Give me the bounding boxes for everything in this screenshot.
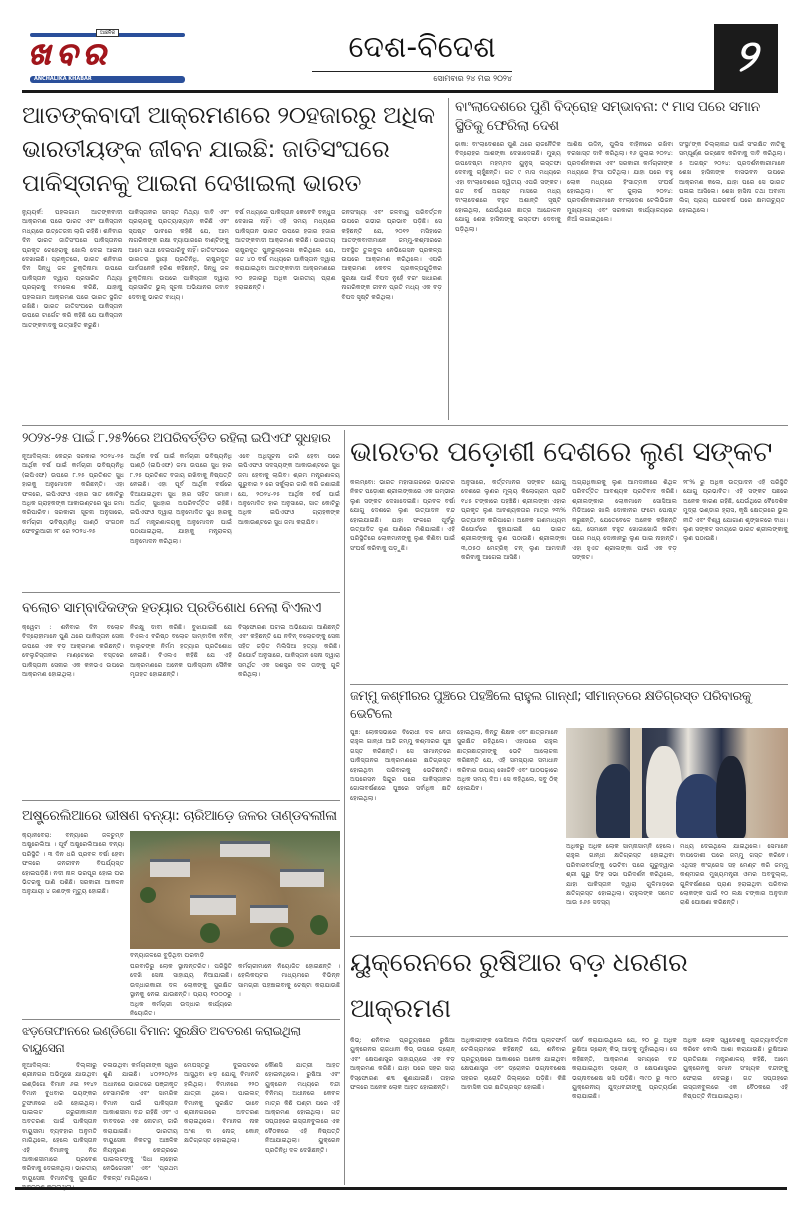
photo-house	[150, 859, 190, 877]
page-number: ୨	[714, 24, 778, 92]
photo-caption: ବନ୍ୟାଜଳରେ ବୁଡ଼ିଥିବା ଘରବାଡ଼ି	[130, 952, 205, 959]
headline[interactable]: ୨୦୨୪-୨୫ ପାଇଁ ୮.୨୫%ରେ ଅପରିବର୍ତ୍ତିତ ରହିଲା ଇପିଏଫ ସୁଧହାର	[22, 431, 331, 446]
article-column: ଅନୁସାରେ, କର୍ତ୍ତମାନର ସଙ୍କଟ ଯୋଗୁ ଦେଶରେ ଲୁଣର ମୂଲ୍ୟ କିଲୋଗ୍ରାମ ପ୍ରତି ୧୪୫ ଟଙ୍କାରେ ପହଞ୍ଚିଛି। ଶ୍ରୀଲଙ୍କା ଏହାର ପ୍ରକୃତ ଲୁଣ ଆବଶ୍ୟକତାର ମାତ୍ର ୨୩% ଉତ୍ପାଦନ କରିପାରେ। ଅନେକ ଗଣମାଧ୍ୟମ ରିପୋର୍ଟରେ କୁହାଯାଇଛି ଯେ ଭାରତ ଶ୍ରୀଲଙ୍କାକୁ ଲୁଣ ପଠାଉଛି। ଶ୍ରୀଲଙ୍କା ୩,୦୫୦ ମେଟ୍ରିକ୍ ଟନ୍ ଲୁଣ ଆମଦାନି କରିବାକୁ ଆଗେଇ ଆସିଛି।	[461, 479, 566, 562]
article-column: କିଭ୍: ଶନିବାର ପ୍ରତ୍ୟୁଷରେ ରୁଷିଆ ୟୁକ୍ରେନର ରାଜଧାନୀ କିଭ୍ ଉପରେ ଡ୍ରୋନ୍ ଏବଂ କ୍ଷେପଣାସ୍ତ୍ର ସାହାଯ୍ୟରେ ଏକ ବଡ଼ ଆକ୍ରମଣ କରିଛି। ଯାହା ପରେ ସହର ସାରା ବିସ୍ଫୋରଣ ଶବ୍ଦ ଶୁଣାଯାଇଛି। ତାହାର ଫଳରେ ଅନେକ ଲୋକ ଆହତ ହୋଇଛନ୍ତି।	[350, 1037, 455, 1092]
article-column: ଅଧିକାରୀଙ୍କ ସୋସିଆଲ ମିଡିଆ ପ୍ଲାଟଫର୍ମ ଟେଲିଗ୍ରାମରେ କହିଛନ୍ତି ଯେ, ଶନିବାର ପ୍ରତ୍ୟୁଷରେ ଆକାଶରେ ଅନେକ ଯାଇଥିବା କ୍ଷେପଣାସ୍ତ୍ର ଏବଂ ଡ୍ରୋନର ଭଗ୍ନାବଶେଷ ସହରର ଚାରୋଟି ଜିଲ୍ଲାରେ ପଡ଼ିଛି। କିଛି ଆବାସିକ ଘର କ୍ଷତିଗ୍ରସ୍ତ ହୋଇଛି।	[461, 1037, 566, 1092]
article-column: ଚଳାଉଥିବା କର୍ମଚାରୀଙ୍କ ସ୍ୱର ଶୁଣି ଯାଇଛି। ୪୦୨୨୦/୨୫ ଅଧାନରେ ଭାରତରେ ପଞ୍ଜୀକୃତ ବେସାମରିକ ଏବଂ ସାମରିକ ବିମାନ ପାଇଁ ପାକିସ୍ତାନ ଆକାଶସୀମା ବନ୍ଦ ରହିଛି ଏବଂ ଏ ବାବଦରେ ଏକ ନୋଟାମ୍ ଜାରି କରାଯାଇଛି। ଭାରତୀୟ ବାୟୁସେନା ନିକଟସ୍ଥ ଆଞ୍ଚଳିକ ନିୟନ୍ତ୍ରଣ କେନ୍ଦ୍ରରେ ପାଇଲଟଙ୍କୁ 'ସିଧା ଲାହୋର ନେଭିଗେସନ' ଏବଂ 'ପ୍ରଥମ ବିକଳ୍ପ' ମାଗିଥିଲେ।	[103, 1062, 178, 1182]
logo-subtitle: ANCHALIKA KHABAR	[34, 76, 92, 82]
article-column: ଢାକା: ବାଂଲାଦେଶରେ ପୁଣି ଥରେ ରାଜନୈତିକ ବିଦ୍ରୋହର ଆଶଙ୍କା ଦେଖାଦେଇଛି। ମୁଖ୍ୟ ଉପଦେଷ୍ଟା ମହମ୍ମଦ ୟୁନୁସ୍ ଇସ୍ତଫା ଦେବାକୁ ଚାହୁଁଛନ୍ତି। ଗତ ୯ ମାସ ମଧ୍ୟରେ ଏହା ବାଂଲାଦେଶରେ ଦ୍ୱିତୀୟ ଏପରି ସଙ୍କଟ। ଗତ ବର୍ଷ ଅଗଷ୍ଟ ମାସରେ ମଧ୍ୟ ବାଂଲାଦେଶରେ ବହୁତ ଅଶାନ୍ତି ସୃଷ୍ଟି ହୋଇଥିଲା, ଯେଉଁଥିରେ ଛାତ୍ର ଆନ୍ଦୋଳନ ଯୋଗୁ ଶେଖ ହାସିନାଙ୍କୁ ଇସ୍ତଫା ଦେବାକୁ ପଡ଼ିଥିଲା।	[455, 141, 561, 233]
article-column: ନିରକ୍ଷୁ ଦାବୀ କରିଛି। ବୁଝାଯାଇଛି ଯେ ବିଏଲଏ ବରିଷ୍ଠ ବଲୋଚ ସାମ୍ବାଦିକ ନବିନ୍ ବାଲୁଚଙ୍କ ନିର୍ମମ ହତ୍ୟାର ପ୍ରତିଶୋଧ ନେଇଛି। ବିଏଲଏ କହିଛି ଯେ ଏହି ଆକ୍ରମଣରେ ଅନେକ ପାକିସ୍ତାନୀ ସୈନିକ ମୃତାହତ ହୋଇଛନ୍ତି।	[130, 624, 232, 679]
australia-column-left	[22, 831, 124, 1011]
article-baloch	[22, 597, 340, 795]
article-column: କ୍ୱେଟା : ଶନିବାର ଦିନ ବଲୋଚ ବିଦ୍ରୋହୀମାନେ ପୁଣି ଥରେ ପାକିସ୍ତାନ ସେନା ଉପରେ ଏକ ବଡ଼ ଆକ୍ରମଣ କରିଛନ୍ତି। ବେଲୁଚିସ୍ତାନର ମାଣ୍ଟୋରେ ବସ୍ତରେ ପାକିସ୍ତାନୀ ସେନାର ଏକ କନଭଏ ଉପରେ ଆକ୍ରମଣ ହୋଇଥିଲା।	[22, 624, 124, 679]
rahul-columns-left	[350, 728, 558, 926]
column-divider	[448, 98, 449, 420]
photo-tree	[310, 915, 328, 935]
article-column: ସଂସ୍ଥା'ଙ୍କ ଚିଲ୍ଲାନାନ୍ଦ ପାଇଁ ସଂରକ୍ଷିତ ନୀତିକୁ ସମ୍ପୂର୍ଣ୍ଣ ଉଚ୍ଛେଦ କରିବାକୁ ଦାବି କରିଥିଲା। ୫ ଅଗଷ୍ଟ ୨୦୨୪: ପ୍ରଦର୍ଶନକାରୀମାନେ ଶେଖ ହାସିନାଙ୍କ ବାସଭବନ ଉପରେ ଆକ୍ରମଣ କଲେ, ଯାହା ପରେ ସେ ଭାରତ ପଳାଇ ଆସିଲେ। ଶେଖ ହାସିନା ତଥା ଅବାମୀ ଲିଗ୍ ପ୍ରାୟ ପନ୍ଦରବର୍ଷ ପରେ କ୍ଷମତାଚ୍ୟୁତ ହୋଇଥିଲେ।	[679, 141, 785, 214]
headline[interactable]: ଜମ୍ମୁ କଶ୍ମୀରର ପୁଞ୍ଚରେ ପହଞ୍ଚିଲେ ରାହୁଲ ଗାନ୍ଧୀ; ସୀମାନ୍ତରେ କ୍ଷତିଗ୍ରସ୍ତ ପରିବାରକୁ ଭେଟିଲେ	[350, 689, 751, 722]
article-column: କୌଣସି ଯାତ୍ରୀ ଆହତ ହୋଇନଥିଲେ। ରୁଷିଆ ଏବଂ ୟୁକ୍ରେନ ମଧ୍ୟରେ ବନ୍ଦୀ ବିନିମୟ ଅଧୀନରେ କେବଳ ମାତ୍ର କିଛି ଘଣ୍ଟା ପରେ ଏହି ଆକ୍ରମଣ ହୋଇଥିଲା। ଗତ ସପ୍ତାହରେ ଇସ୍ତାନବୁଲରେ ଏକ ବୈଠକରେ ଏହି ନିଷ୍ପତ୍ତି ନିଆଯାଇଥିଲା। ୟୁକ୍ରେନ ପ୍ରତିନିଧି ଦଳ ଦେଖିଛନ୍ତି।	[265, 1062, 340, 1154]
section-divider	[22, 800, 340, 801]
article-column: ହୋଇଥିଲା, କିନ୍ତୁ ଶିକ୍ଷକ ଏବଂ ଛାତ୍ରମାନେ ସୁରକ୍ଷିତ ରହିଥିଲେ। ଏହାପରେ ରାହୁଲ ଛାତ୍ରଛାତ୍ରୀଙ୍କୁ ଭେଟି ଆଲୋଚନା କରିଛନ୍ତି ଯେ, ଏହି ସମସ୍ୟାର ସମାଧାନ କରିବାର ଉପାୟ ଖୋଜିବି ଏବଂ ପାଠପଢ଼ାରେ ଅଧିକ ସମୟ ଦିଅ। ସେ କହିଥିଲେ, ସବୁ ଠିକ୍ ହୋଇଯିବ।	[457, 729, 558, 793]
photo-house	[250, 905, 288, 923]
article-column: ଅଧିକରୁ ଅଧିକ ଲୋକ ସାମ୍ନାସାମ୍ନି ହେଲେ। ରାହୁଲ ଗାନ୍ଧୀ କ୍ଷତିଗ୍ରସ୍ତ ହୋଇଥିବା ପରିବାରବର୍ଗଙ୍କୁ ଭେଟିବା ପରେ ଗୁରୁଦ୍ୱାର ଶ୍ରୀ ଗୁରୁ ସିଂହ ସଭା ପରିଦର୍ଶନ କରିଥିଲେ, ଯାହା ପାକିସ୍ତାନ ଦ୍ୱାରା ଗୁଳିମାଡ଼ରେ କ୍ଷତିଗ୍ରସ୍ତ ହୋଇଥିଲା। ରାହୁଲଙ୍କ ସମେତ ଆଉ ୫୬୫ ସଦସ୍ୟ	[566, 843, 674, 907]
masthead	[22, 28, 778, 88]
section-divider	[22, 592, 340, 593]
section-divider	[22, 425, 788, 426]
article-column: ବର୍ଷ ମଧ୍ୟରେ ପାକିସ୍ତାନ କେବେବି ବନ୍ଧୁତା ଦେଖାଇ ନାହିଁ। ଏହି ସମୟ ମଧ୍ୟରେ ପାକିସ୍ତାନ ଭାରତ ଉପରେ ହଜାର ହଜାର ଆତଙ୍କବାଦୀ ଆକ୍ରମଣ କରିଛି। ଭାରତୀୟ ରାଷ୍ଟ୍ରଦୂତ ପୁନରୁଲ୍ଲେଖ କରିଥିଲେ ଯେ, ଗତ ୪୦ ବର୍ଷ ମଧ୍ୟରେ ପାକିସ୍ତାନ ଦ୍ୱାରା କରାଯାଇଥିବା ଆତଙ୍କବାଦୀ ଆକ୍ରମଣରେ ୨୦ ହଜାରରୁ ଅଧିକ ଭାରତୀୟ ପ୍ରାଣ ହରାଇଛନ୍ତି।	[235, 209, 336, 292]
article-column: ନ୍ୟୁୟର୍କ: ପହଲଗାମ ଆତଙ୍କବାଦୀ ଆକ୍ରମଣ ପରେ ଭାରତ ଏବଂ ପାକିସ୍ତାନ ମଧ୍ୟରେ ଉତ୍ତେଜନା ଲାଗି ରହିଛି। ଶନିବାର ଦିନ ଭାରତ ଜାତିସଂଘରେ ପାକିସ୍ତାନର ପ୍ରକୃତ ଚେହେରାକୁ ଖୋଲି ଦେଇ ଆଇନା ଦେଖାଇଛି। ପ୍ରକୃତରେ, ଭାରତ ଶନିବାର ଦିନ ସିନ୍ଧୁ ଜଳ ଚୁକ୍ତିନାମା ଉପରେ ପାକିସ୍ତାନ ଦ୍ୱାରା ପ୍ରସାରିତ ମିଥ୍ୟା ପ୍ରଚାରକୁ ବମଲେଶ କରିଛି, ଯାହାକୁ ପହଲଗାମ ଆକ୍ରମଣ ପରେ ଭାରତ ସ୍ଥଗିତ ରଖିଛି। ଭାରତ ଜାତିସଂଘରେ ପାକିସ୍ତାନ ଉପରେ ଟାର୍ଗେଟ କରି କହିଛି ଯେ ପାକିସ୍ତାନ ଆତଙ୍କବାଦକୁ ଉତ୍ସାହିତ କରୁଛି।	[22, 209, 123, 329]
australia-columns-bottom	[130, 962, 340, 1018]
headline[interactable]: ବଲୋଚ ସାମ୍ବାଦିକଙ୍କ ହତ୍ୟାର ପ୍ରତିଶୋଧ ନେଲା ବିଏଲଏ	[22, 600, 321, 616]
headline[interactable]: ଝଡ଼ତୋଫାନରେ ଇଣ୍ଡିଗୋ ବିମାନ: ସୁରକ୍ଷିତ ଅବତରଣ କରାଇଥିଲା ବାୟୁସେନା	[22, 1024, 301, 1055]
photo-tree	[270, 927, 294, 947]
headline[interactable]: ଅଷ୍ଟ୍ରେଲିଆରେ ଭୀଷଣ ବନ୍ୟା: ଚାରିଆଡ଼େ ଜଳର ତାଣ୍ଡବଲୀଳା	[22, 808, 337, 824]
logo-wordmark: ଖବର	[28, 37, 112, 72]
article-column: ସର୍ବେ କରାଯାଉଥିଲେ ଯେ, ୨୦ ରୁ ଅଧିକ ରୁଷିଆ ଡ୍ରୋନ୍ କିଭ୍ ଆଡ଼କୁ ମୁହାଁଇଥିଲା। ସେ କହିଛନ୍ତି, ଆକ୍ରମଣ ସମୟରେ ବନ୍ଦ କରାଯାଇଥିବା ଡ୍ରୋନ୍ ଓ କ୍ଷେପଣାସ୍ତ୍ରର ଭଗ୍ନାବଶେଷ ଖସି ପଡ଼ିଛି। ୩୯୦ ରୁ ୩୯୦ ୟୁକ୍ରେନୀୟ ଯୁଦ୍ଧବନ୍ଦୀଙ୍କୁ ପ୍ରତ୍ୟର୍ପଣ କରାଯାଇଛି।	[572, 1037, 677, 1101]
article-epf	[22, 430, 340, 588]
headline[interactable]: ୟୁକ୍ରେନରେ ରୁଷିଆର ବଡ଼ ଧରଣର ଆକ୍ରମଣ	[350, 948, 688, 1024]
rahul-gandhi-photo[interactable]	[566, 728, 788, 838]
article-column: ଅଧିକ ଲୋକ ସ୍ୱଦେଶକୁ ପ୍ରତ୍ୟାବର୍ତ୍ତନ କରିବେ ବୋଲି ଆଶା କରାଯାଉଛି। ରୁଷିଆର ପ୍ରତିରକ୍ଷା ମନ୍ତ୍ରଣାଳୟ କହିଛି, ଆମେ ୟୁକ୍ରେନକୁ ସମାନ ସଂଖ୍ୟକ ବନ୍ଦୀଙ୍କୁ ଫେରାଇ ଦେଇଛୁ। ଗତ ସପ୍ତାହରେ ଇସ୍ତାନବୁଲରେ ଏକ ବୈଠକରେ ଏହି ନିଷ୍ପତ୍ତି ନିଆଯାଇଥିଲା।	[683, 1037, 788, 1101]
newspaper-logo[interactable]	[22, 28, 192, 86]
article-column: ପାକିସ୍ତାନର ସମସ୍ତ ମିଥ୍ୟା ଦାବି ଏବଂ ପ୍ରଚାରକୁ ପ୍ରତ୍ୟାଖ୍ୟାନ କରିଛି ଏବଂ ସ୍ପଷ୍ଟ ଭାବରେ କହିଛି ଯେ, ଆମ ନାଗରିକଙ୍କ ରକ୍ଷା ବ୍ୟାପାରରେ ବାଣ୍ଟିଙ୍କୁ ଆମେ ସାଥୀ ଦେଇପାରିବୁ ନାହିଁ। ଜାତିସଂଘରେ ଭାରତର ସ୍ଥାୟୀ ପ୍ରତିନିଧି, ରାଷ୍ଟ୍ରଦୂତ ପାର୍ବତାନେନି ହରିଶ କହିଛନ୍ତି, ସିନ୍ଧୁ ଜଳ ଚୁକ୍ତିନାମା ଉପରେ ପାକିସ୍ତାନ ଦ୍ୱାରା ପ୍ରସାରିତ ଭୁଲ୍ ସୂଚନା ଅଭିଯାନର ଜବାବ ଦେବାକୁ ଭାରତ ବାଧ୍ୟ।	[128, 209, 229, 301]
article-bangladesh	[455, 98, 785, 420]
headline[interactable]: ଭାରତର ପଡ଼ୋଶୀ ଦେଶରେ ଲୁଣ ସଙ୍କଟ	[350, 435, 772, 468]
article-australia-flood	[22, 805, 340, 1018]
article-column: ୨୮% ରୁ ଅଧିକ ଉତ୍ପାଦନ ଏହି ପରିସ୍ଥିତି ଯୋଗୁ ପ୍ରଭାବିତ। ଏହି ସଙ୍କଟ ପଛରେ ଅନେକ କାରଣ ରହିଛି, ଯେଉଁଥିରେ ବୈଦେଶିକ ମୁଦ୍ରା ଭଣ୍ଡାର ହ୍ରାସ, କୃଷି କ୍ଷେତ୍ରରେ ଭୁଲ ନୀତି ଏବଂ ବିଶ୍ୱ ଯୋଗାଣ ଶୃଙ୍ଖଳରେ ବାଧା। ଲୁଣ ସଙ୍କଟ ସମୟରେ ଭାରତ ଶ୍ରୀଲଙ୍କାକୁ ଲୁଣ ପଠାଉଛି।	[683, 479, 788, 543]
photo-house	[190, 895, 236, 915]
article-column: ଆଶିଷ ଉଦ୍ଦିନ୍, ପୁଲିସ ବାହିନୀରେ ରଖିବା ବରଖାସ୍ତ ଦାବି କରିଥିଲା। ୧୬ ଜୁଲାଇ ୨୦୨୪: ପ୍ରଦର୍ଶନକାରୀ ଏବଂ ସରକାରୀ କର୍ମଚାରୀଙ୍କ ମଧ୍ୟରେ ହିଂସା ଘଟିଥିଲା। ଯାହା ପରେ ବହୁ ଲୋକ ମଧ୍ୟରେ ହିଂସାତ୍ମକ ସଂଘର୍ଷ ହୋଇଥିଲା। ୧୮ ଜୁଲାଇ ୨୦୨୪: ପ୍ରଦର୍ଶନକାରୀମାନେ ବାଂଲାଦେଶ ଟେଲିଭିଜନ ମୁଖ୍ୟାଳୟ ଏବଂ ସରକାରୀ କାର୍ଯ୍ୟାଳୟରେ ନିଆଁ ଲଗାଇଥିଲେ।	[567, 141, 673, 224]
headline[interactable]: ବାଂଲାଦେଶରେ ପୁଣି ବିଦ୍ରୋହ ସମ୍ଭାବନା: ୯ ମାସ ପରେ ସମାନ ସ୍ଥିତିକୁ ଫେରିଲା ଦେଶ	[455, 99, 760, 134]
photo-house	[280, 869, 324, 887]
section-divider	[350, 936, 788, 937]
section-divider	[350, 684, 788, 685]
article-terror-un	[22, 98, 442, 420]
logo-tag: ଆଞ୍ଚଳିକ	[96, 29, 119, 37]
section-divider	[22, 1019, 340, 1020]
article-column: ଏବେ ଅଧିସୂଚନା ଜାରି ହେବା ପରେ ଇପିଏଫଓ ସଦସ୍ୟଙ୍କ ଆକାଉଣ୍ଟରେ ସୁଧ ଜମା ହେବାକୁ ଲାଗିବ। ଶ୍ରମ ମନ୍ତ୍ରଣାଳୟ ଗୁରୁବାର ୨ ରେ ସର୍କୁଲାର ଜାରି କରି ଜଣାଇଛି ଯେ, ୨୦୨୪-୨୫ ଆର୍ଥିକ ବର୍ଷ ପାଇଁ ଅନୁମୋଦିତ ହାର ଅନୁସାରେ, ସାତ କୋଟିରୁ ଅଧିକ ଇପିଏଫଓ ଗ୍ରାହକଙ୍କ ଆକାଉଣ୍ଟରେ ସୁଧ ଜମା କରାଯିବ।	[238, 453, 340, 526]
article-column: ଜନସଂଖ୍ୟା ଏବଂ ଜଳବାୟୁ ପରିବର୍ତ୍ତନ ଉପରେ ଗଭୀର ପ୍ରଭାବ ପଡ଼ିଛି। ସେ କହିଛନ୍ତି ଯେ, ୨୦୧୨ ମସିହାରେ ଆତଙ୍କବାଦୀମାନେ ଜମ୍ମୁ-କଶ୍ମୀରରେ ଅବସ୍ଥିତ ତୁଲବୁଲ ନେଭିଗେସନ ପ୍ରକଳ୍ପ ଉପରେ ଆକ୍ରମଣ କରିଥିଲେ। ଏପରି ଆକ୍ରମଣ କେବଳ ପ୍ରକଳ୍ପଗୁଡ଼ିକର ସୁରକ୍ଷା ପାଇଁ ବିପଦ ନୁହେଁ ବରଂ ସାଧାରଣ ନାଗରିକଙ୍କ ଜୀବନ ପ୍ରତି ମଧ୍ୟ ଏକ ବଡ଼ ବିପଦ ସୃଷ୍ଟି କରିଥିଲା।	[341, 209, 442, 301]
article-column: କଲମ୍ବୋ: ଭାରତ ମହାସାଗରରେ ଭାରତର ନିକଟ ପଡ଼ୋଶୀ ଶ୍ରୀଲଙ୍କାରେ ଏକ ଗମ୍ଭୀର ଲୁଣ ସଙ୍କଟ ଦେଖାଦେଇଛି। ପ୍ରବଳ ବର୍ଷା ଯୋଗୁ ଦେଶରେ ଲୁଣ ଉତ୍ପାଦନ ବନ୍ଦ ହୋଇଯାଇଛି। ଯାହା ଫଳରେ ପୂର୍ବରୁ ଉତ୍ପାଦିତ ଲୁଣ ପାଣିରେ ମିଶିଯାଇଛି। ଏହି ପରିସ୍ଥିତିରେ ଲୋକମାନଙ୍କୁ ଲୁଣ କିଣିବା ପାଇଁ ସଂଘର୍ଷ କରିବାକୁ ପଡ଼ୁଛି।	[350, 479, 455, 552]
article-column: ନୂଆଦିଲ୍ଲୀ: ଦିଲ୍ଲୀରୁ ଶ୍ରୀନଗର ଅଭିମୁଖେ ଯାଉଥିବା ଇଣ୍ଡିଗୋ ବିମାନ ୬ଇ ୨୧୪୨ ବିମାନ ବୁଧବାର ଭୟଙ୍କର ତୁଫାନରେ ଧରି ହୋଇଥିଲା। ପାଇଲଟ ଜରୁରୀକାଳୀନ ଅବତରଣ ପାଇଁ ପାକିସ୍ତାନ ବାୟୁସୀମା ବ୍ୟବହାର ଅନୁମତି ମାଗିଥିଲେ, ହେଲେ ପାକିସ୍ତାନ ଏହି ବିମାନକୁ ନିଜ ଆକାଶସୀମାରେ ପ୍ରବେଶ କରିବାକୁ ଦେଇନଥିଲା। ଭାରତୀୟ ବାୟୁସେନା ବିମାନଟିକୁ ସୁରକ୍ଷିତ	[22, 1062, 97, 1182]
photo-figure	[716, 756, 746, 838]
photo-house	[220, 841, 270, 857]
article-column: କର୍ମଚାରୀମାନେ ନିୟୋଜିତ ହୋଇଛନ୍ତି । ହେଲିକପ୍ଟର ମାଧ୍ୟମରେ ବିଭିନ୍ନ ସାମଗ୍ରୀ ପହଞ୍ଚାଇବାକୁ ଚେଷ୍ଟା କରାଯାଉଛି ।	[238, 963, 340, 999]
headline[interactable]: ଆତଙ୍କବାଦୀ ଆକ୍ରମଣରେ ୨୦ହଜାରରୁ ଅଧିକ ଭାରତୀୟଙ୍କ ଜୀବନ ଯାଇଛି: ଜାତିସଂଘରେ ପାକିସ୍ତାନକୁ ଆଇନା ଦେଖାଇଲା ଭାରତ	[22, 101, 435, 197]
article-column: ଆର୍ଥିକ ବର୍ଷ ପାଇଁ କର୍ମଚାରୀ ଭବିଷ୍ୟନିଧି ପାଣ୍ଠି (ଇପିଏଫ) ଜମା ଉପରେ ସୁଧ ହାର ୮.୨୫ ପ୍ରତିଶତ ବଜାୟ ରଖିବାକୁ ନିଷ୍ପତ୍ତି ନେଇଛି। ଏହା ପୂର୍ବ ଆର୍ଥିକ ବର୍ଷରେ ଦିଆଯାଇଥିବା ସୁଧ ହାର ସହିତ ସମାନ। ଅର୍ଥାତ୍ ସୁଧହାର ଅପରିବର୍ତ୍ତିତ ରହିଛି। ଇପିଏଫଓ ଦ୍ୱାରା ଅନୁମୋଦିତ ସୁଧ ହାରକୁ ଅର୍ଥ ମନ୍ତ୍ରଣାଳୟକୁ ଅନୁମୋଦନ ପାଇଁ ପଠାଯାଇଥିଲା, ଯାହାକୁ ମନ୍ତ୍ରାଳୟ ଅନୁମୋଦନ କରିଥିଲା।	[130, 453, 232, 545]
article-ukraine	[350, 940, 788, 1184]
issue-date: ସୋମବାର ୨୪ ମଇ ୨୦୨୪	[312, 71, 512, 84]
article-salt-crisis	[350, 430, 788, 680]
article-column: ନୂଆଦିଲ୍ଲୀ: କେନ୍ଦ୍ର ସରକାର ୨୦୨୪-୨୫ ଆର୍ଥିକ ବର୍ଷ ପାଇଁ କର୍ମଚାରୀ ଭବିଷ୍ୟନିଧି (ଇପିଏଫ) ଉପରେ ୮.୨୫ ପ୍ରତିଶତ ସୁଧ ହାରକୁ ଅନୁମୋଦନ କରିଛନ୍ତି। ଏହା ଫଳରେ, ଇପିଏଫଓ ଏହାର ସାତ କୋଟିରୁ ଅଧିକ ଗ୍ରାହକଙ୍କ ଆକାଉଣ୍ଟରେ ସୁଧ ଜମା କରିପାରିବ। ସରକାରୀ ସୂଚନା ଅନୁସାରେ, କର୍ମଚାରୀ ଭବିଷ୍ୟନିଧି ପାଣ୍ଠି ସଂଗଠନ ଫେବ୍ରୁଆରୀ ୨୮ ରେ ୨୦୨୪-୨୫	[22, 453, 124, 536]
photo-tree	[140, 887, 156, 903]
page-bottom-rule	[15, 1187, 787, 1190]
rahul-columns-right	[566, 842, 788, 926]
article-rahul-gandhi	[350, 688, 788, 932]
article-column: ମଧ୍ୟ ଦେଇଥିଲେ ଯାଇଥିଲେ। ସେମାନେ ବାପଡୋଶୀ ଘରେ ଜମ୍ମୁ ଗସ୍ତ କରିବେ। ଏଥିସହ କଂଗ୍ରେସ ସହ ମେଣ୍ଟ କରି ଜମ୍ମୁ କଶ୍ମୀରର ମୁଖ୍ୟମନ୍ତ୍ରୀ ଓମର ଅବଦୁଲ୍ଲା, ଗୁଳିବର୍ଷଣରେ ପ୍ରାଣ ହରାଇଥିବା ପରିବାର ଲୋକଙ୍କ ପାଇଁ ୧୦ ଲକ୍ଷ ଟଙ୍କାର ଅନୁଦାନ ରାଶି ଘୋଷଣା କରିଛନ୍ତି।	[680, 843, 788, 907]
article-column: ମେଘସ୍ତରୁ ଦୁଇପଟରେ ଆସୁଥିବା ଝଡ଼ ଯୋଗୁ ବିମାନଟି ହଲିଥିଲା। ବିମାନରେ ୨୨୦ ଯାତ୍ରୀ ଥିଲେ। ପାଇଲଟ୍ ବିମାନକୁ ସୁରକ୍ଷିତ ଭାବେ ଶ୍ରୀନଗରରେ ଅବତରଣ କରାଇଥିଲେ। ବିମାନର ନାକ ଅଂଶ ବା ନୋଜ୍ କୋନ୍ କ୍ଷତିଗ୍ରସ୍ତ ହୋଇଥିଲା।	[184, 1062, 259, 1145]
article-column: କ୍ୟାନବେରା: ବନ୍ୟାରେ ଜଳଚୁମ୍ବ ଅଷ୍ଟ୍ରେଲିଆ । ପୂର୍ବ ଅଷ୍ଟ୍ରେଲିଆରେ ବନ୍ୟା ପରିସ୍ଥିତି । ୩ ଦିନ ଧରି ପ୍ରବଳ ବର୍ଷା ହେବା ଫଳରେ ଜନଜୀବନ ବିପର୍ଯ୍ୟସ୍ତ ହୋଇପଡ଼ିଛି। ନଦୀ ନାଳ ଭରପୂର ହୋଇ ଘର ଭିତରକୁ ପାଣି ପଶିଛି। ସରକାରୀ ଆକଳନ ଅନୁଯାୟୀ ୪ ଜଣଙ୍କ ମୃତ୍ୟୁ ହୋଇଛି।	[22, 832, 124, 896]
article-indigo	[22, 1023, 340, 1184]
masthead-rule	[22, 90, 778, 93]
article-column: ଘରବାଡ଼ିରୁ ଲୋକ ସ୍ଥାନାନ୍ତରିତ। ପରିସ୍ଥିତି ଦେଖି ସେନା ସାହାଯ୍ୟ ନିଆଯାଇଛି। ଉଦ୍ଧାରକାରୀ ଦଳ ଲୋକଙ୍କୁ ସୁରକ୍ଷିତ ସ୍ଥାନକୁ ନେଇ ଯାଉଛନ୍ତି। ପ୍ରାୟ ୧୦୦୦ରୁ ଅଧିକ କର୍ମଚାରୀ ଉଦ୍ଧାର କାର୍ଯ୍ୟରେ ନିୟୋଜିତ।	[130, 963, 232, 1018]
article-column: ଅଗ୍ରାଧିକାରକୁ ଲୁଣ ଆମଦାନୀରେ ଶିଥିଳ ପରିବର୍ତ୍ତିତ ଆବଶ୍ୟକ ପ୍ରତିବାଦ କରିଛି। ଶ୍ରୀଲଙ୍କାର ଲୋକମାନେ ସୋସିଆଲ ମିଡିଆରେ ଖାଲି ଦୋକାନର ଫଟୋ ପୋଷ୍ଟ କରୁଛନ୍ତି, ଯେତେବେଳେ ଅନେକ କହିଛନ୍ତି ଯେ, ସେମାନେ ବହୁତ ଖୋଜାଖୋଜି କରିବା ପରେ ମଧ୍ୟ ଦୋକାନରୁ ଲୁଣ ପାଇ ନାହାନ୍ତି। ଏହା ହୁଏତ ଶ୍ରୀଲଙ୍କା ପାଇଁ ଏକ ବଡ଼ ସଙ୍କଟ।	[572, 479, 677, 562]
article-column: ପୁଞ୍ଚ: ଲୋକସଭାରେ ବିରୋଧୀ ଦଳ ନେତା ରାହୁଲ ଗାନ୍ଧୀ ଆଜି ଜମ୍ମୁ କଶ୍ମୀରର ପୁଞ୍ଚ ଗସ୍ତ କରିଛନ୍ତି। ସେ ସୀମାନ୍ତରେ ପାକିସ୍ତାନର ଆକ୍ରମଣରେ କ୍ଷତିଗ୍ରସ୍ତ ହୋଇଥିବା ପରିବାରକୁ ଭେଟିଛନ୍ତି। ଅପରେସନ ସିନ୍ଦୁର ପରେ ପାକିସ୍ତାନର ଗୋଳାବର୍ଷଣରେ ପୁଞ୍ଚରେ ସର୍ବାଧିକ କ୍ଷତି ହୋଇଥିଲା।	[350, 729, 451, 802]
flood-photo[interactable]	[130, 831, 340, 949]
photo-pillar	[630, 728, 642, 838]
column-divider	[344, 430, 345, 1185]
section-title: ଦେଶ-ବିଦେଶ	[348, 30, 496, 65]
photo-tree	[200, 923, 220, 943]
article-column: ବିସ୍ଫୋରଣ ଘଟାଇ ଅଭିଯୋଗ ଆଣିଛନ୍ତି ଏବଂ କହିଛନ୍ତି ଯେ ନବିନ୍ ବଲୋଚଙ୍କୁ ସେନା ସହିତ ଜଡ଼ିତ ମିଲିସିଆ ହତ୍ୟା କରିଛି। ରିପୋର୍ଟ ଅନୁସାରେ, ପାକିସ୍ତାନ ସେନା ଦ୍ୱାରା ସମର୍ଥିତ ଏକ ସଶସ୍ତ୍ର ଦଳ ତାଙ୍କୁ ଗୁଳି କରିଥିଲା।	[238, 624, 340, 679]
